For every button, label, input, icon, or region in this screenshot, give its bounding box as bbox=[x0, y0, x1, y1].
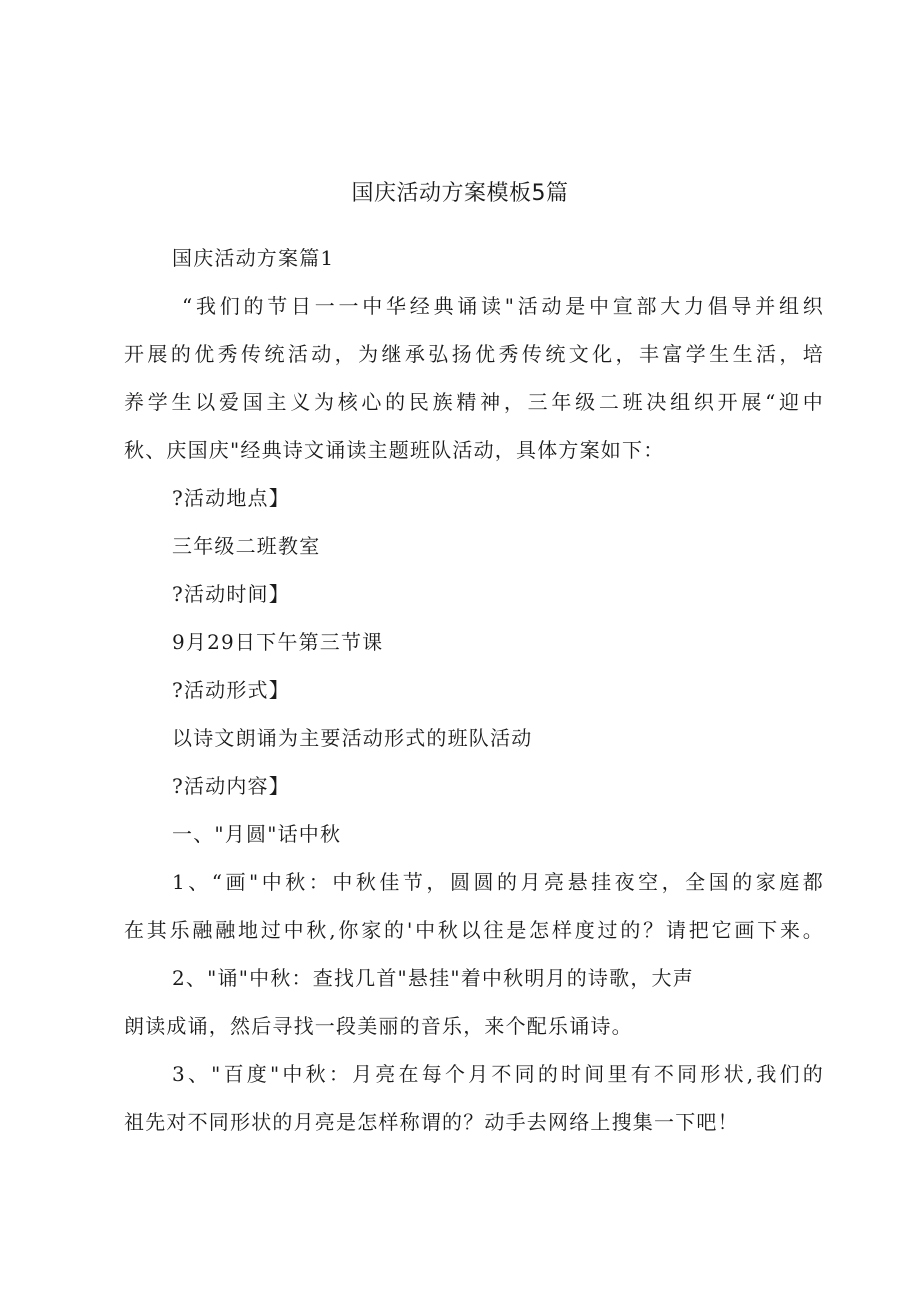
paragraph-line: 在其乐融融地过中秋,你家的'中秋以往是怎样度过的？请把它画下来。 bbox=[124, 918, 824, 942]
time-text: 9月29日下午第三节课 bbox=[172, 630, 384, 654]
paragraph-line: “我们的节日一一中华经典诵读"活动是中宣部大力倡导并组织 bbox=[182, 294, 824, 318]
location-text: 三年级二班教室 bbox=[172, 534, 321, 558]
format-text: 以诗文朗诵为主要活动形式的班队活动 bbox=[172, 726, 533, 750]
subheading-time: ?活动时间】 bbox=[172, 582, 290, 606]
paragraph-line: 秋、庆国庆"经典诗文诵读主题班队活动，具体方案如下： bbox=[124, 438, 665, 462]
paragraph-line: 朗读成诵，然后寻找一段美丽的音乐，来个配乐诵诗。 bbox=[124, 1014, 633, 1038]
paragraph-line: 1、“画"中秋：中秋佳节，圆圆的月亮悬挂夜空，全国的家庭都 bbox=[172, 870, 824, 894]
section-heading: 国庆活动方案篇1 bbox=[172, 246, 335, 270]
subheading-content: ?活动内容】 bbox=[172, 774, 290, 798]
document-title: 国庆活动方案模板5篇 bbox=[351, 181, 569, 206]
document-body bbox=[124, 234, 824, 1146]
subheading-format: ?活动形式】 bbox=[172, 678, 290, 702]
paragraph-line: 祖先对不同形状的月亮是怎样称谓的？动手去网络上搜集一下吧！ bbox=[124, 1110, 739, 1134]
subheading-location: ?活动地点】 bbox=[172, 486, 290, 510]
paragraph-line: 开展的优秀传统活动，为继承弘扬优秀传统文化，丰富学生生活，培 bbox=[124, 342, 824, 366]
content-section-heading: 一、"月圆"话中秋 bbox=[172, 822, 342, 846]
paragraph-line: 3、"百度"中秋：月亮在每个月不同的时间里有不同形状,我们的 bbox=[172, 1062, 824, 1086]
paragraph-line: 2、"诵"中秋：查找几首"悬挂"着中秋明月的诗歌，大声 bbox=[172, 966, 694, 990]
paragraph-line: 养学生以爱国主义为核心的民族精神，三年级二班决组织开展“迎中 bbox=[124, 390, 824, 414]
